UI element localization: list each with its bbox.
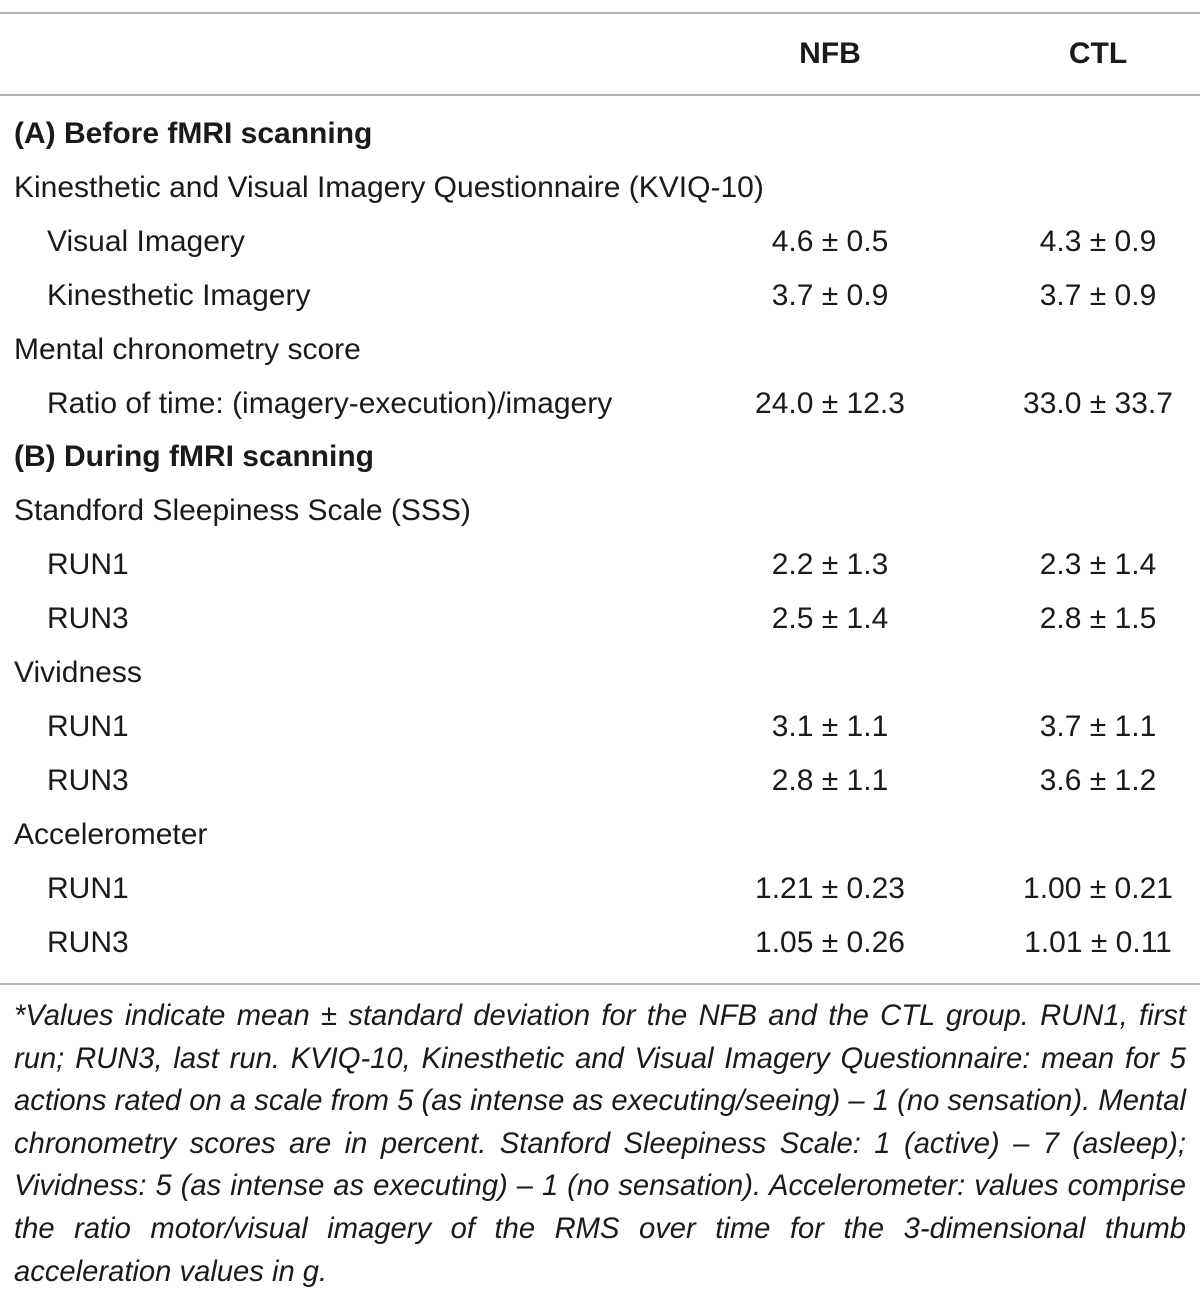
table-row — [0, 592, 1200, 646]
table-row — [0, 862, 1200, 916]
ctl-value: 3.7 ± 1.1 — [1039, 709, 1157, 743]
nfb-value: 1.21 ± 0.23 — [755, 871, 905, 905]
nfb-value: 2.5 ± 1.4 — [771, 602, 889, 636]
nfb-value: 4.6 ± 0.5 — [771, 224, 889, 258]
ctl-value: 2.8 ± 1.5 — [1039, 602, 1157, 636]
row-label: RUN1 — [47, 709, 129, 743]
ctl-value: 3.6 ± 1.2 — [1039, 763, 1157, 797]
group-row — [0, 646, 1200, 700]
table-row — [0, 269, 1200, 323]
nfb-value: 3.7 ± 0.9 — [771, 278, 889, 312]
table-header-rule — [0, 94, 1200, 96]
nfb-value: 2.2 ± 1.3 — [771, 548, 889, 582]
row-label: Mental chronometry score — [14, 332, 361, 366]
table-row — [0, 377, 1200, 431]
table-row — [0, 538, 1200, 592]
row-label: Vividness — [14, 656, 142, 689]
table-bottom-rule — [0, 983, 1200, 985]
ctl-value: 3.7 ± 0.9 — [1039, 278, 1157, 312]
ctl-value: 33.0 ± 33.7 — [1023, 386, 1173, 420]
table-row — [0, 215, 1200, 269]
ctl-value: 1.00 ± 0.21 — [1023, 871, 1173, 905]
table-top-rule — [0, 12, 1200, 14]
ctl-value: 4.3 ± 0.9 — [1039, 224, 1157, 258]
column-header-nfb: NFB — [799, 37, 861, 70]
nfb-value: 2.8 ± 1.1 — [771, 763, 889, 797]
table-row — [0, 754, 1200, 808]
row-label: RUN3 — [47, 763, 129, 797]
row-label: Ratio of time: (imagery-execution)/imagery — [47, 386, 613, 420]
section-row — [0, 430, 1200, 484]
section-row — [0, 107, 1200, 161]
table-row — [0, 700, 1200, 754]
row-label: (B) During fMRI scanning — [14, 440, 374, 474]
row-label: Standford Sleepiness Scale (SSS) — [14, 494, 471, 528]
row-label: RUN3 — [47, 925, 129, 959]
row-label: Visual Imagery — [47, 224, 245, 258]
row-label: Kinesthetic Imagery — [47, 278, 311, 312]
column-header-ctl: CTL — [1068, 37, 1128, 70]
row-label: RUN1 — [47, 548, 129, 582]
table-header — [0, 26, 1200, 82]
table-footnote: *Values indicate mean ± standard deviation for the NFB and the CTL group. RUN1, first run; RUN3, last run. KVIQ-10, Kinesthetic and Visual Imagery Questionnaire: mean for 5 actions rated on a scale from 5 (as intense as executing/seeing) – 1 (no sensation). Mental chronometry scores are in percent. Stanford Sleepiness Scale: 1 (active) – 7 (asleep); Vividness: 5 (as intense as executing) – 1 (no sensation). Accelerometer: values comprise the ratio motor/visual imagery of the RMS over time for the 3-dimensional thumb acceleration values in g. — [14, 1000, 1186, 1288]
row-label: RUN3 — [47, 602, 129, 636]
nfb-value: 24.0 ± 12.3 — [755, 386, 905, 420]
row-label: Accelerometer — [14, 817, 208, 851]
group-row — [0, 808, 1200, 862]
row-label: RUN1 — [47, 871, 129, 905]
table-row — [0, 916, 1200, 970]
nfb-value: 3.1 ± 1.1 — [771, 709, 889, 743]
group-row — [0, 323, 1200, 377]
group-row — [0, 161, 1200, 215]
row-label: Kinesthetic and Visual Imagery Questionnaire (KVIQ-10) — [14, 170, 764, 204]
row-label: (A) Before fMRI scanning — [14, 117, 373, 150]
ctl-value: 1.01 ± 0.11 — [1024, 925, 1172, 959]
group-row — [0, 484, 1200, 538]
ctl-value: 2.3 ± 1.4 — [1039, 548, 1157, 582]
nfb-value: 1.05 ± 0.26 — [755, 925, 905, 959]
